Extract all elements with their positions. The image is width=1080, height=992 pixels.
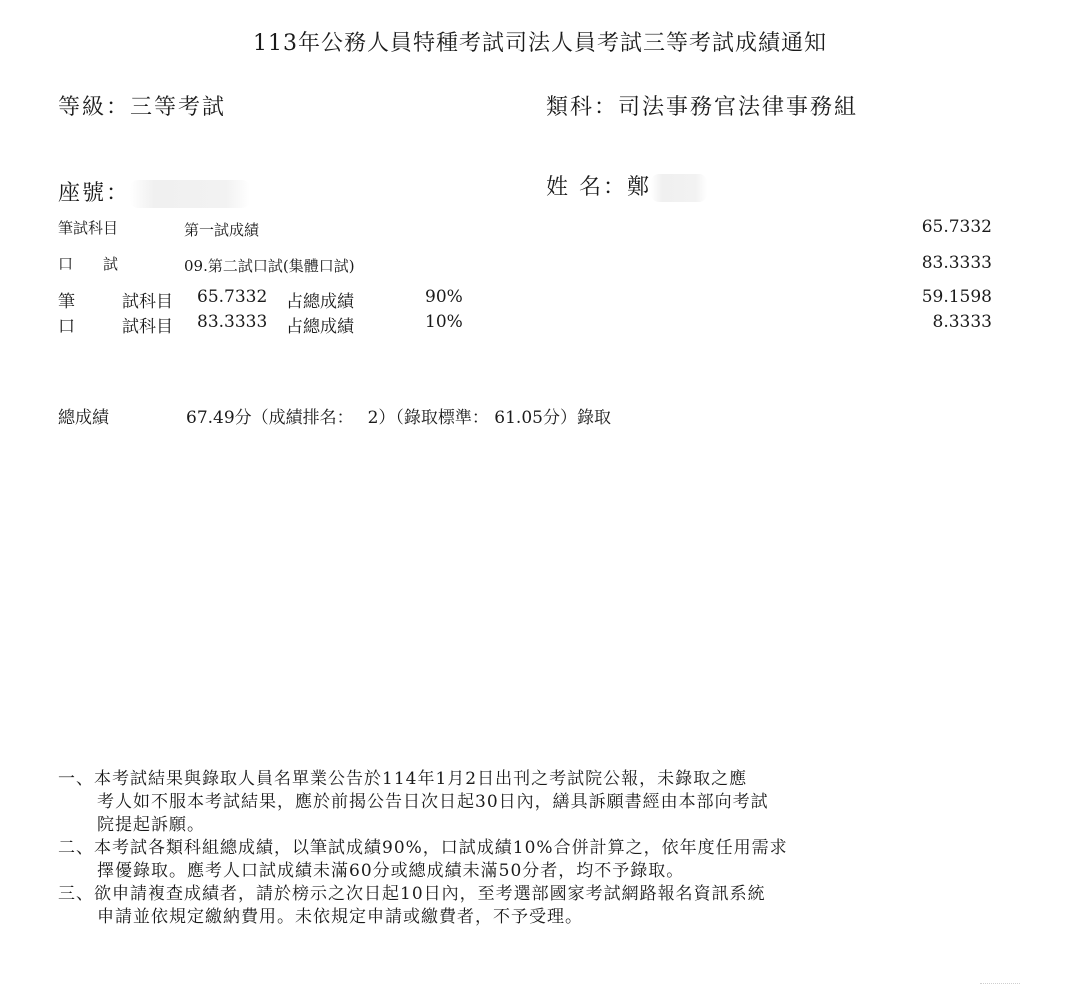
weight-written-pct: 90%: [425, 287, 463, 307]
note-line: 二、本考試各類科組總成績，以筆試成績90%，口試成績10%合併計算之，依年度任用需求: [58, 838, 788, 858]
page-title: 113年公務人員特種考試司法人員考試三等考試成績通知: [253, 31, 827, 56]
row-oral-label: 口 試: [58, 255, 119, 273]
row-written-item: 第一試成績: [184, 221, 260, 239]
weight-oral-result: 8.3333: [932, 312, 992, 332]
note-line: 考人如不服本考試結果，應於前揭公告日次日起30日內，繕具訴願書經由本部向考試: [97, 792, 769, 812]
weight-oral-mark: 口: [58, 317, 75, 337]
note-line: 擇優錄取。應考人口試成績未滿60分或總成績未滿50分者，均不予錄取。: [97, 861, 685, 881]
total-label: 總成績: [58, 408, 109, 428]
grade-label: 等級：: [58, 95, 131, 120]
row-written-label: 筆試科目: [58, 219, 119, 237]
note-line: 申請並依規定繳納費用。未依規定申請或繳費者，不予受理。: [97, 907, 583, 927]
notes-section: [58, 768, 788, 929]
note-line: 一、本考試結果與錄取人員名單業公告於114年1月2日出刊之考試院公報，未錄取之應: [58, 769, 748, 789]
row-oral-item: 09.第二試口試(集體口試): [184, 257, 355, 275]
seat-field: [58, 176, 250, 208]
weight-oral-desc: 占總成績: [286, 317, 354, 337]
total-text: 67.49分（成績排名： 2）（錄取標準： 61.05分）錄取: [186, 408, 611, 428]
weight-written-result: 59.1598: [921, 287, 992, 307]
grade-value: 三等考試: [130, 95, 227, 120]
row-oral-score: 83.3333: [921, 253, 992, 273]
row-written-score: 65.7332: [921, 217, 992, 237]
category-field: [546, 90, 858, 121]
name-field: [546, 170, 707, 202]
note-line: 院提起訴願。: [97, 815, 205, 835]
name-value: 鄭: [627, 175, 652, 200]
grade-field: [58, 90, 226, 121]
seat-redacted: [130, 180, 250, 208]
weight-written-label: 試科目: [122, 292, 173, 312]
category-value: 司法事務官法律事務組: [618, 95, 859, 120]
note-line: 三、欲申請複查成績者，請於榜示之次日起10日內，至考選部國家考試網路報名資訊系統: [58, 884, 766, 904]
seat-label: 座號：: [58, 181, 131, 206]
weight-written-mark: 筆: [58, 292, 75, 312]
weight-oral-score: 83.3333: [197, 312, 268, 332]
weight-written-score: 65.7332: [197, 287, 268, 307]
page-edge-mark: [980, 983, 1020, 992]
category-label: 類科：: [546, 95, 619, 120]
weight-oral-label: 試科目: [122, 317, 173, 337]
weight-oral-pct: 10%: [425, 312, 463, 332]
weight-written-desc: 占總成績: [286, 292, 354, 312]
name-label: 姓 名：: [546, 175, 627, 200]
name-redacted: [651, 174, 707, 202]
